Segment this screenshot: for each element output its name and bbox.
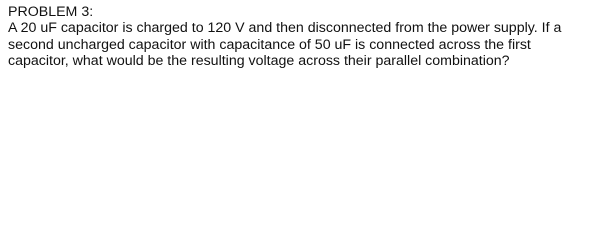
- problem-heading: PROBLEM 3:: [8, 4, 94, 20]
- problem-block: [8, 4, 598, 69]
- problem-text-line: A 20 uF capacitor is charged to 120 V and then disconnected from the power supply. If a: [8, 20, 562, 37]
- problem-text-line: second uncharged capacitor with capacitance of 50 uF is connected across the first: [8, 36, 531, 53]
- problem-text-line: capacitor, what would be the resulting voltage across their parallel combination?: [8, 52, 510, 69]
